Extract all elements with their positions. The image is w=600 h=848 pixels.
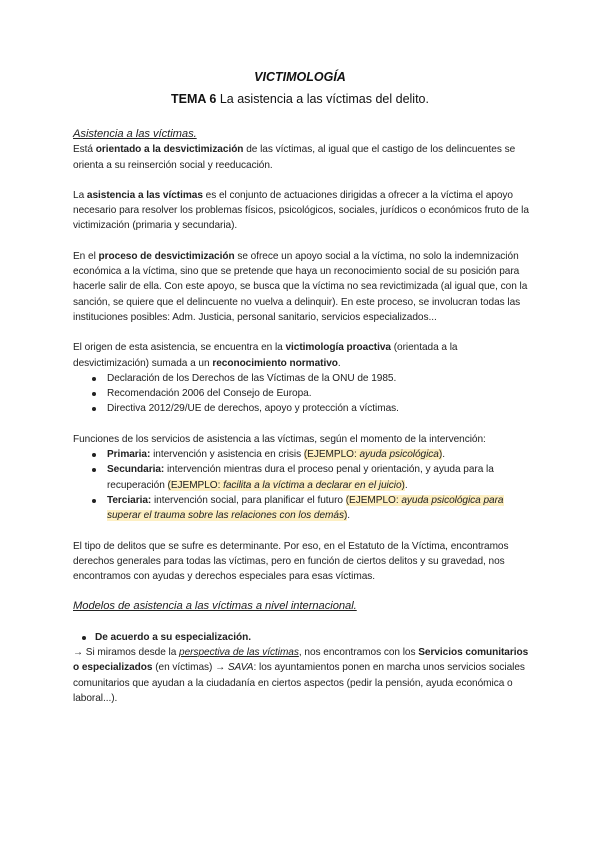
bold-term: asistencia a las víctimas xyxy=(86,189,203,201)
section-heading-modelos: Modelos de asistencia a las víctimas a nivel internacional. xyxy=(73,600,357,613)
text-run: , nos encontramos con los xyxy=(298,647,419,659)
list-item: Declaración de los Derechos de las Víctimas de la ONU de 1985. xyxy=(73,371,533,386)
list-item xyxy=(73,447,533,462)
text-run: ) xyxy=(401,479,405,491)
text-run: ) xyxy=(343,510,348,522)
example-text: ayuda psicológica para superar el trauma sobre las relaciones con los demás xyxy=(107,494,504,522)
text-run: La xyxy=(73,189,87,201)
text-run: (EJEMPLO: xyxy=(167,479,224,491)
underlined-term: perspectiva de las víctimas xyxy=(179,647,299,659)
function-label: Terciaria: xyxy=(107,494,152,506)
paragraph-definicion xyxy=(73,188,533,234)
bold-term: De acuerdo a su especialización. xyxy=(95,631,252,643)
list-item: Directiva 2012/29/UE de derechos, apoyo y protección a víctimas. xyxy=(73,401,533,416)
text-run: : los ayuntamientos ponen en marcha unos servicios sociales comunitarios que ayudan a la ciudadanía en ciertos aspectos (pedir la pensión, ayuda económica o laboral...). xyxy=(73,662,525,704)
text-run: . xyxy=(404,479,408,491)
paragraph-perspectiva xyxy=(73,645,533,706)
example-text: ayuda psicológica xyxy=(359,449,439,461)
paragraph-origen xyxy=(73,340,533,371)
text-run: se ofrece un apoyo social a la víctima, no solo la indemnización económica a la víctima, sino que se pretende que haya un reconocimiento social de su posición para hacerle salir de ella. Con este apoyo, se busca que la víctima no sea revictimizada (al igual que, con la sanción, se quiere que el delincuente no vuelva a delinquir). En este proceso, se involucran todas las instituciones posibles: Adm. Justicia, personal sanitario, servicios especializados... xyxy=(73,250,528,323)
text-run: En el xyxy=(73,250,99,262)
list-item xyxy=(73,630,533,645)
functions-list xyxy=(73,447,533,523)
bold-term: orientado a la desvictimización xyxy=(95,144,244,156)
text-run: → Si miramos desde la xyxy=(73,647,180,659)
page-title: VICTIMOLOGÍA xyxy=(254,70,346,84)
function-label: Secundaria: xyxy=(107,464,165,476)
example-highlight xyxy=(304,449,442,460)
text-run: (orientada a la desvictimización) sumada a un xyxy=(73,342,458,369)
text-run: (en víctimas) → xyxy=(152,662,228,674)
text-run: intervención y asistencia en crisis xyxy=(150,449,304,461)
paragraph-funciones: Funciones de los servicios de asistencia a las víctimas, según el momento de la intervención: xyxy=(73,433,486,445)
tema-label: TEMA 6 xyxy=(171,92,217,106)
text-run: (EJEMPLO: xyxy=(303,449,360,461)
function-label: Primaria: xyxy=(107,449,151,461)
paragraph-orientacion xyxy=(73,142,533,173)
bold-term: reconocimiento normativo xyxy=(212,357,338,369)
list-item xyxy=(73,493,533,524)
list-item xyxy=(73,462,533,493)
origins-list xyxy=(73,371,533,417)
tema-text: La asistencia a las víctimas del delito. xyxy=(216,92,429,106)
example-text: facilita a la víctima a declarar en el juicio xyxy=(223,479,402,491)
text-run: de las víctimas, al igual que el castigo de los delincuentes se orienta a su reinserción social y reeducación. xyxy=(73,144,516,171)
bold-term: proceso de desvictimización xyxy=(98,250,235,262)
page-subtitle xyxy=(0,92,600,106)
bold-term: Servicios comunitarios o especializados xyxy=(73,647,529,674)
text-run: . xyxy=(442,449,445,461)
bold-term: victimología proactiva xyxy=(285,342,391,354)
text-run: es el conjunto de actuaciones dirigidas a ofrecer a la víctima el apoyo necesario para resolver los problemas físicos, psicológicos, sociales, jurídicos o económicos fruto de la victimización (primaria y secundaria). xyxy=(73,189,529,232)
text-run: ) xyxy=(438,449,443,461)
section-heading-asistencia: Asistencia a las víctimas. xyxy=(73,128,197,140)
text-run: intervención mientras dura el proceso penal y orientación, y ayuda para la recuperación xyxy=(107,464,494,491)
paragraph-proceso xyxy=(73,249,533,325)
text-run: (EJEMPLO: xyxy=(345,494,402,506)
example-highlight xyxy=(168,480,405,491)
text-run: El origen de esta asistencia, se encuentra en la xyxy=(73,342,286,354)
list-item: Recomendación 2006 del Consejo de Europa. xyxy=(73,386,533,401)
italic-term: SAVA xyxy=(227,662,254,674)
paragraph-tipo-delitos: El tipo de delitos que se sufre es determinante. Por eso, en el Estatuto de la Víctima, encontramos derechos generales para todas las víctimas, pero en función de ciertos delitos y su gravedad, nos encontramos con ayudas y derechos especiales para esas víctimas. xyxy=(73,540,509,583)
document-body xyxy=(73,127,533,706)
text-run: . xyxy=(337,357,341,369)
models-list xyxy=(73,630,533,645)
text-run: . xyxy=(347,510,351,522)
text-run: Está xyxy=(73,144,96,156)
text-run: intervención social, para planificar el futuro xyxy=(151,494,346,506)
